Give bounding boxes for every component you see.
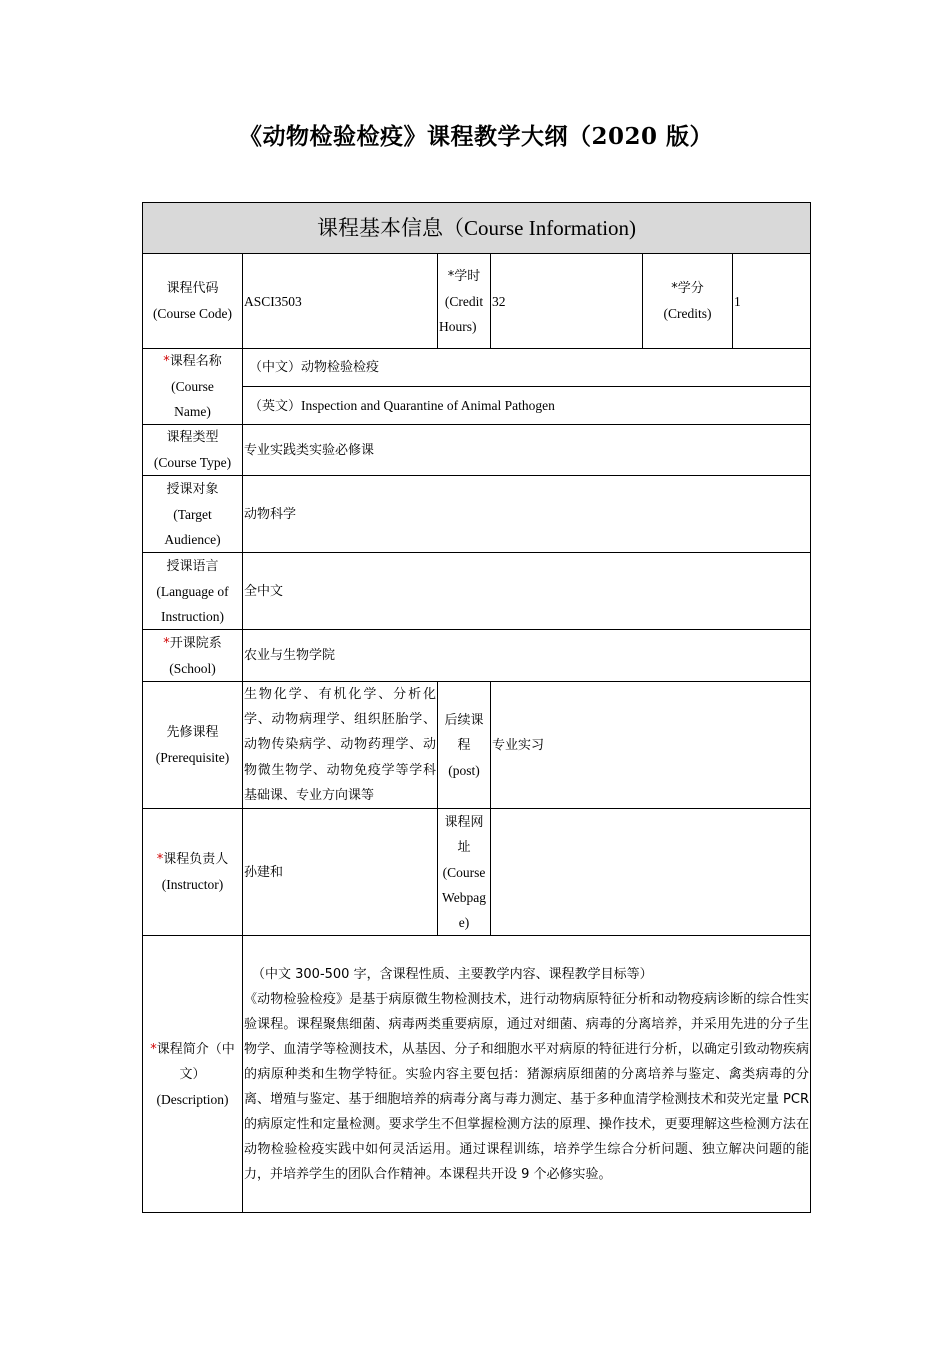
description-body: 《动物检验检疫》是基于病原微生物检测技术，进行动物病原特征分析和动物疫病诊断的综合性实验课程。课程聚焦细菌、病毒两类重要病原，通过对细菌、病毒的分离培养，并采用先进的分子生物学、血清学等检测技术，从基因、分子和细胞水平对病原的特征进行分析，以确定引致动物疾病的病原种类和生物学特征。实验内容主要包括：猪源病原细菌的分离培养与鉴定、禽类病毒的分离、增殖与鉴定、基于细胞培养的病毒分离与毒力测定、基于多种血清学检测技术和荧光定量 PCR 的病原定性和定量检测。要求学生不但掌握检测方法的原理、操作技术，更要理解这些检测方法在动物检验检疫实践中如何灵活运用。通过课程训练，培养学生综合分析问题、独立解决问题的能力，并培养学生的团队合作精神。本课程共开设 9 个必修实验。 <box>244 991 810 1182</box>
course-type-label-en: (Course Type) <box>153 455 232 470</box>
course-name-en-text: Inspection and Quarantine of Animal Pathogen <box>301 397 555 413</box>
hours-label-zh: *学时 <box>447 268 481 284</box>
page-title: 《动物检验检疫》课程教学大纲（2020 版） <box>238 123 714 150</box>
table-header-row <box>143 203 811 254</box>
course-name-zh-value: （中文）动物检验检疫 <box>243 349 811 387</box>
course-code-label-en: (Course Code) <box>152 306 233 321</box>
instructor-label-en: (Instructor) <box>161 877 224 893</box>
course-type-label <box>143 425 243 476</box>
language-label-zh: 授课语言 <box>166 558 219 574</box>
prerequisite-label-zh: 先修课程 <box>166 725 219 740</box>
post-label-zh-2: 程 <box>457 737 471 753</box>
webpage-value <box>491 809 811 936</box>
prerequisite-label <box>143 682 243 809</box>
credits-label-zh: *学分 <box>671 281 704 296</box>
row-target <box>143 476 811 553</box>
post-label-zh-1: 后续课 <box>444 712 484 728</box>
school-value: 农业与生物学院 <box>243 630 811 682</box>
required-star: * <box>163 354 170 369</box>
row-instructor <box>143 809 811 936</box>
table-header <box>143 203 811 254</box>
course-name-label-en-2: Name) <box>174 404 211 419</box>
webpage-label-zh-1: 课程网 <box>444 814 484 830</box>
prerequisite-value: 生物化学、有机化学、分析化学、动物病理学、组织胚胎学、动物传染病学、动物药理学、动物微生物学、动物免疫学等学科基础课、专业方向课等 <box>243 682 438 809</box>
hours-value: 32 <box>491 254 643 349</box>
webpage-label <box>438 809 491 936</box>
required-star: * <box>156 852 164 868</box>
school-label-zh: 开课院系 <box>169 635 222 651</box>
hours-label <box>438 254 491 349</box>
course-code-label <box>143 254 243 349</box>
course-name-label-zh: 课程名称 <box>169 354 222 369</box>
course-type-value: 专业实践类实验必修课 <box>243 425 811 476</box>
course-name-label-en-1: (Course <box>171 379 214 394</box>
target-value: 动物科学 <box>243 476 811 553</box>
course-name-en-value <box>243 387 811 425</box>
course-code-value: ASCI3503 <box>243 254 438 349</box>
row-school <box>143 630 811 682</box>
course-info-table <box>142 202 811 1213</box>
row-course-code <box>143 254 811 349</box>
credits-label-en: (Credits) <box>663 306 712 321</box>
instructor-label <box>143 809 243 936</box>
row-course-type <box>143 425 811 476</box>
description-label-en: (Description) <box>156 1091 229 1107</box>
post-label-en: (post) <box>448 762 480 778</box>
row-course-name-zh <box>143 349 811 387</box>
header-zh: 课程基本信息 <box>316 215 443 240</box>
required-star: * <box>163 635 170 651</box>
webpage-label-en-1: (Course <box>442 864 486 880</box>
credits-label <box>643 254 733 349</box>
header-en: （Course Information) <box>442 215 637 240</box>
description-value <box>243 936 811 1213</box>
school-label-en: (School) <box>169 660 216 676</box>
target-label-en-2: Audience) <box>164 531 221 547</box>
description-label-zh-1: 课程简介（中 <box>156 1041 235 1057</box>
target-label-zh: 授课对象 <box>166 481 219 497</box>
row-description <box>143 936 811 1213</box>
row-course-name-en <box>143 387 811 425</box>
post-label <box>438 682 491 809</box>
description-label-zh-2: 文） <box>179 1066 206 1082</box>
webpage-label-en-3: e) <box>458 914 470 930</box>
prerequisite-label-en: (Prerequisite) <box>155 750 230 765</box>
course-type-label-zh: 课程类型 <box>166 430 219 445</box>
instructor-label-zh: 课程负责人 <box>163 852 229 868</box>
hours-label-en-1: (Credit <box>444 293 484 309</box>
row-language <box>143 553 811 630</box>
language-label <box>143 553 243 630</box>
description-note: （中文 300-500 字，含课程性质、主要教学内容、课程教学目标等） <box>252 966 653 982</box>
target-label <box>143 476 243 553</box>
language-label-en-2: Instruction) <box>161 608 224 624</box>
webpage-label-en-2: Webpag <box>442 889 486 905</box>
course-code-label-zh: 课程代码 <box>166 281 219 296</box>
instructor-value: 孙建和 <box>243 809 438 936</box>
hours-label-en-2: Hours) <box>439 318 477 334</box>
description-label <box>143 936 243 1213</box>
credits-value: 1 <box>733 254 811 349</box>
language-label-en-1: (Language of <box>156 583 229 599</box>
required-star: * <box>150 1041 157 1057</box>
post-value: 专业实习 <box>491 682 811 809</box>
webpage-label-zh-2: 址 <box>457 839 471 855</box>
course-name-en-prefix: （英文） <box>249 398 302 414</box>
target-label-en-1: (Target <box>173 506 212 522</box>
row-prerequisite <box>143 682 811 809</box>
school-label <box>143 630 243 682</box>
language-value: 全中文 <box>243 553 811 630</box>
course-name-label <box>143 349 243 425</box>
